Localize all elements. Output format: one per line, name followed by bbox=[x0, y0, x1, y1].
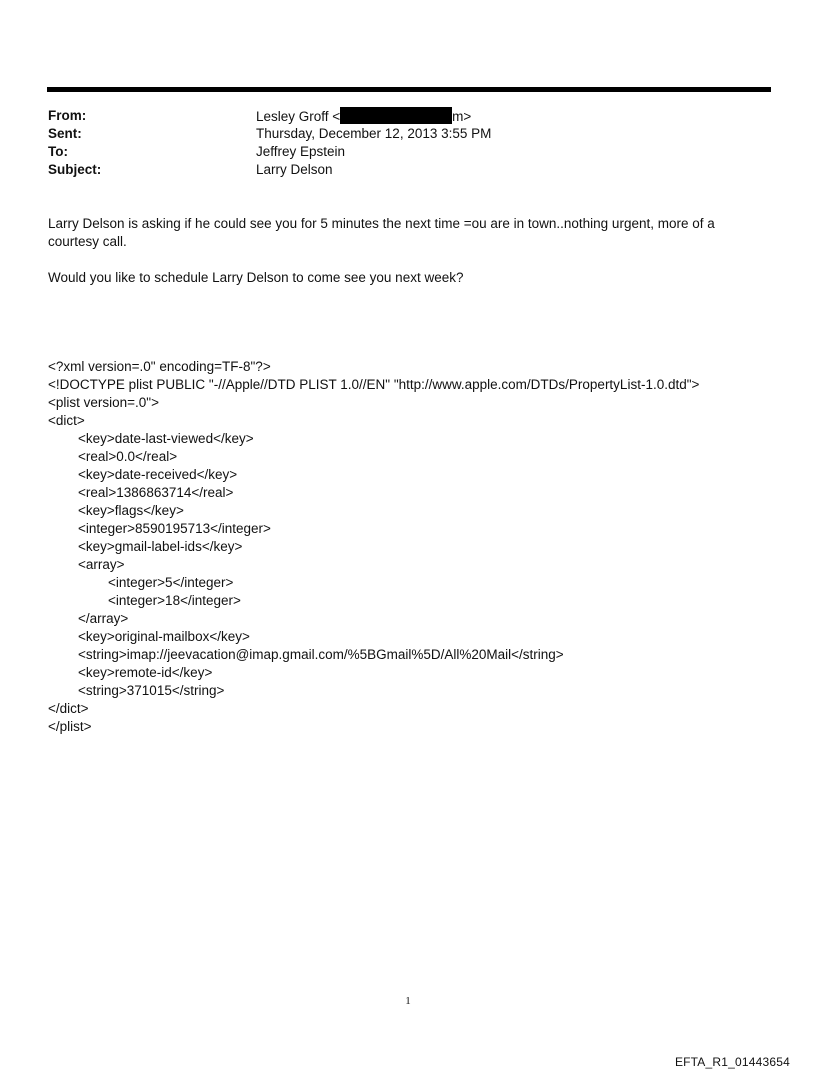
from-email-suffix: m> bbox=[452, 109, 472, 124]
plist-line: <dict> bbox=[48, 413, 85, 428]
plist-line: </array> bbox=[48, 611, 129, 626]
plist-line: <string>371015</string> bbox=[48, 683, 225, 698]
plist-line: <?xml version=.0" encoding=TF-8"?> bbox=[48, 359, 271, 374]
to-row bbox=[48, 143, 768, 161]
plist-line: <key>gmail-label-ids</key> bbox=[48, 539, 243, 554]
email-body-paragraph-1 bbox=[48, 215, 748, 251]
body-line: Larry Delson is asking if he could see you for 5 minutes the next time =ou are in town..nothing urgent, more of a bbox=[48, 216, 715, 231]
body-line: courtesy call. bbox=[48, 234, 127, 249]
to-label: To: bbox=[48, 144, 68, 159]
from-label: From: bbox=[48, 108, 87, 123]
to-value: Jeffrey Epstein bbox=[256, 144, 346, 159]
subject-label: Subject: bbox=[48, 162, 102, 177]
plist-line: <key>date-last-viewed</key> bbox=[48, 431, 254, 446]
plist-line: <key>flags</key> bbox=[48, 503, 184, 518]
subject-row bbox=[48, 161, 768, 179]
plist-line: <string>imap://jeevacation@imap.gmail.com/%5BGmail%5D/All%20Mail</string> bbox=[48, 647, 564, 662]
sent-label: Sent: bbox=[48, 126, 82, 141]
from-value bbox=[256, 107, 471, 126]
plist-line: <integer>5</integer> bbox=[48, 575, 234, 590]
redaction-box bbox=[340, 107, 452, 124]
subject-value: Larry Delson bbox=[256, 162, 333, 177]
plist-line: <key>remote-id</key> bbox=[48, 665, 213, 680]
plist-line: <key>original-mailbox</key> bbox=[48, 629, 250, 644]
bates-number: EFTA_R1_01443654 bbox=[674, 1055, 790, 1069]
plist-line: <plist version=.0"> bbox=[48, 395, 159, 410]
plist-line: <real>1386863714</real> bbox=[48, 485, 234, 500]
plist-line: <!DOCTYPE plist PUBLIC "-//Apple//DTD PLIST 1.0//EN" "http://www.apple.com/DTDs/PropertyList-1.0.dtd"> bbox=[48, 377, 700, 392]
plist-line: <real>0.0</real> bbox=[48, 449, 178, 464]
body-line: Would you like to schedule Larry Delson to come see you next week? bbox=[48, 270, 464, 285]
header-divider bbox=[47, 87, 771, 92]
page-number: 1 bbox=[405, 995, 411, 1007]
sent-value: Thursday, December 12, 2013 3:55 PM bbox=[256, 126, 492, 141]
plist-line: <integer>8590195713</integer> bbox=[48, 521, 271, 536]
from-row bbox=[48, 107, 768, 125]
plist-line: <key>date-received</key> bbox=[48, 467, 238, 482]
from-name: Lesley Groff < bbox=[256, 109, 341, 124]
plist-line: </dict> bbox=[48, 701, 89, 716]
plist-line: <integer>18</integer> bbox=[48, 593, 241, 608]
plist-metadata-block bbox=[48, 358, 699, 736]
email-body-paragraph-2 bbox=[48, 269, 748, 287]
plist-line: <array> bbox=[48, 557, 125, 572]
plist-line: </plist> bbox=[48, 719, 92, 734]
sent-row bbox=[48, 125, 768, 143]
